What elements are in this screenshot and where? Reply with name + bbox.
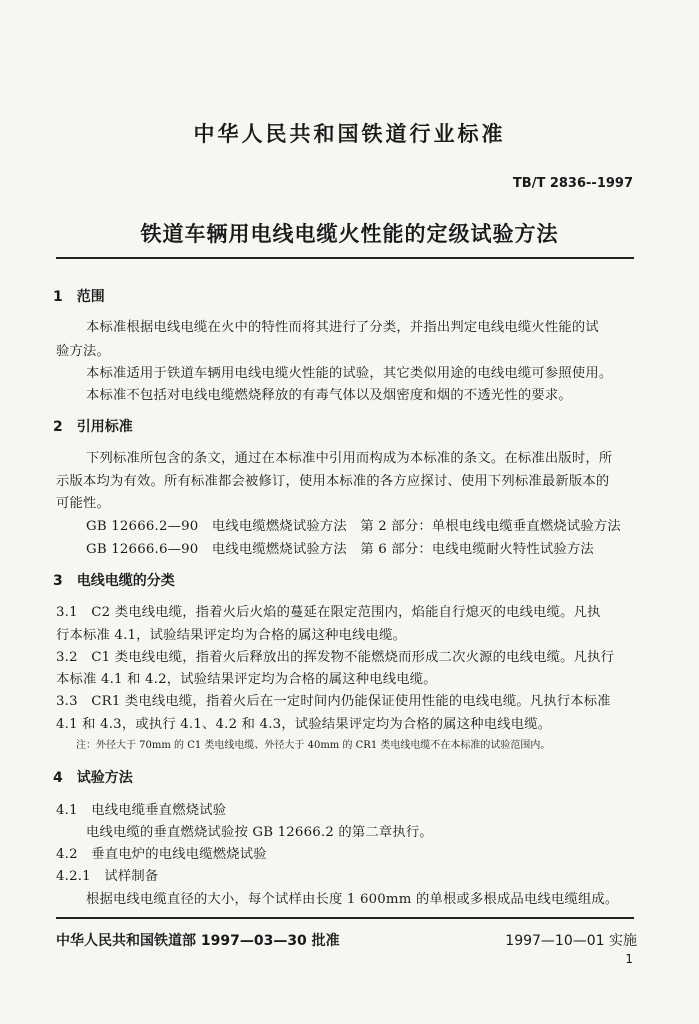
- clause-4-2-1-para: 根据电线电缆直径的大小，每个试样由长度 1 600mm 的单根或多根成品电线电缆组成。: [86, 892, 619, 907]
- section-1-para-3: 本标准不包括对电线电缆燃烧释放的有毒气体以及烟密度和烟的不透光性的要求。: [86, 388, 572, 403]
- clause-4-2-1: 4.2.1 试样制备: [56, 869, 159, 884]
- clause-4-2: 4.2 垂直电炉的电线电缆燃烧试验: [56, 847, 267, 862]
- header-rule: [56, 257, 634, 259]
- clause-3-2a: 3.2 C1 类电线电缆，指着火后释放出的挥发物不能燃烧而形成二次火源的电线电缆。凡执行: [56, 650, 615, 665]
- section-3-heading: 3 电线电缆的分类: [53, 573, 175, 589]
- clause-3-1b: 行本标准 4.1，试验结果评定均为合格的属这种电线电缆。: [56, 628, 407, 643]
- section-2-para-1c: 可能性。: [56, 496, 110, 511]
- clause-4-1: 4.1 电线电缆垂直燃烧试验: [56, 803, 227, 818]
- standard-code: TB/T 2836--1997: [512, 176, 633, 191]
- reference-gb-12666-2: GB 12666.2—90 电线电缆燃烧试验方法 第 2 部分：单根电线电缆垂直燃烧试验方法: [86, 519, 621, 534]
- approval-line: 中华人民共和国铁道部 1997—03—30 批准: [56, 933, 340, 949]
- clause-3-3b: 4.1 和 4.3，或执行 4.1、4.2 和 4.3，试验结果评定均为合格的属这种电线电缆。: [56, 717, 552, 732]
- section-1-para-1a: 本标准根据电线电缆在火中的特性而将其进行了分类，并指出判定电线电缆火性能的试: [86, 320, 599, 335]
- implementation-date: 1997—10—01 实施: [505, 933, 637, 949]
- org-title: 中华人民共和国铁道行业标准: [193, 122, 506, 146]
- section-1-para-1b: 验方法。: [56, 344, 110, 359]
- section-1-heading: 1 范围: [53, 289, 105, 305]
- clause-4-1-para: 电线电缆的垂直燃烧试验按 GB 12666.2 的第二章执行。: [86, 825, 433, 840]
- clause-3-3a: 3.3 CR1 类电线电缆，指着火后在一定时间内仍能保证使用性能的电线电缆。凡执行本标准: [56, 694, 611, 709]
- clause-3-2b: 本标准 4.1 和 4.2，试验结果评定均为合格的属这种电线电缆。: [56, 672, 437, 687]
- page-number: 1: [625, 952, 633, 966]
- section-3-note: 注：外径大于 70mm 的 C1 类电线电缆、外径大于 40mm 的 CR1 类电线电缆不在本标准的试验范围内。: [76, 740, 551, 751]
- section-1-para-2: 本标准适用于铁道车辆用电线电缆火性能的试验，其它类似用途的电线电缆可参照使用。: [86, 366, 613, 381]
- reference-gb-12666-6: GB 12666.6—90 电线电缆燃烧试验方法 第 6 部分：电线电缆耐火特性试验方法: [86, 542, 594, 557]
- section-2-para-1b: 示版本均为有效。所有标准都会被修订，使用本标准的各方应探讨、使用下列标准最新版本的: [56, 474, 610, 489]
- section-2-para-1a: 下列标准所包含的条文，通过在本标准中引用而构成为本标准的条文。在标准出版时，所: [86, 451, 613, 466]
- clause-3-1a: 3.1 C2 类电线电缆，指着火后火焰的蔓延在限定范围内，焰能自行熄灭的电线电缆。凡执: [56, 605, 601, 620]
- section-4-heading: 4 试验方法: [53, 770, 133, 786]
- footer-rule: [56, 917, 634, 919]
- section-2-heading: 2 引用标准: [53, 419, 133, 435]
- document-title: 铁道车辆用电线电缆火性能的定级试验方法: [140, 222, 559, 246]
